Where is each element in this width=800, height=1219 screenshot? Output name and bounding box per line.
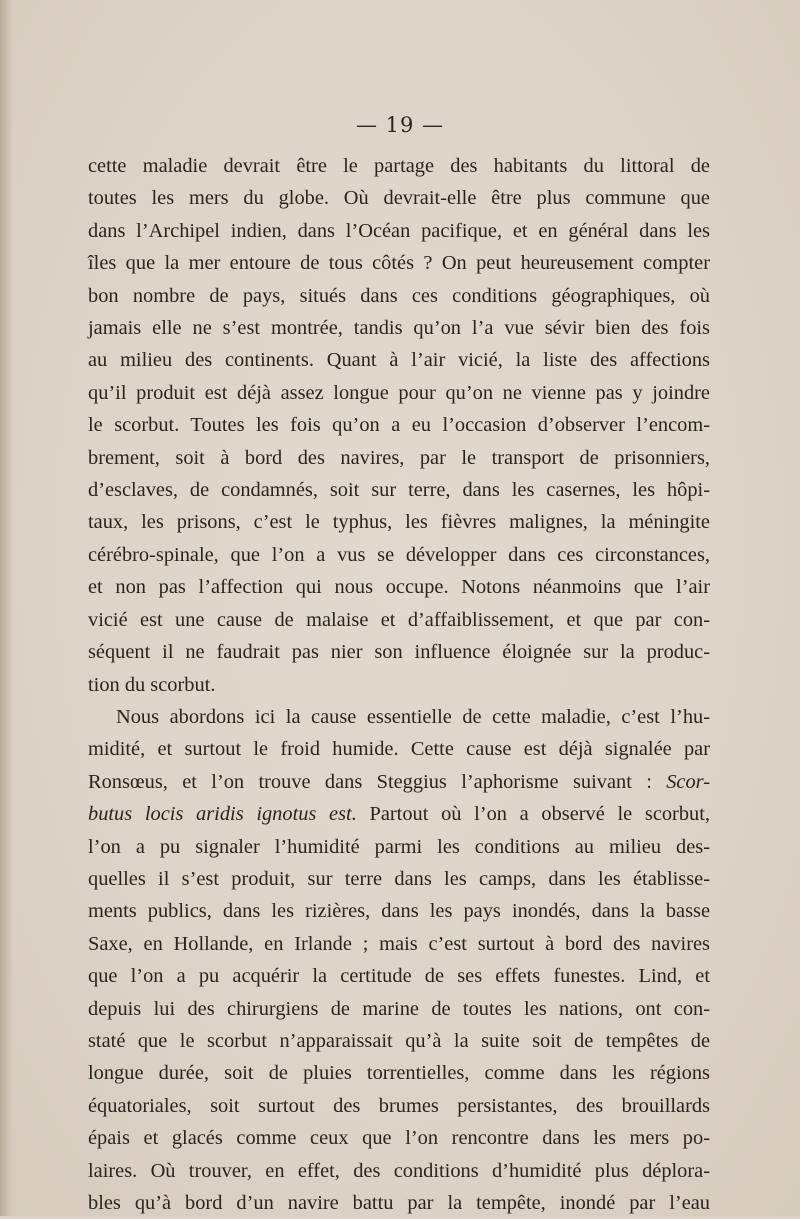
text-line: épais et glacés comme ceux que l’on rencontre dans les mers po- [88,1127,710,1150]
text-fragment: Ronsœus, et l’on trouve dans Steggius l’aphorisme suivant : [88,770,652,793]
text-line: longue durée, soit de pluies torrentielles, comme dans les régions [88,1062,710,1085]
text-line: tion du scorbut. [88,673,216,696]
text-line: vicié est une cause de malaise et d’affaiblissement, et que par con- [88,608,710,631]
text-line: cérébro-spinale, que l’on a vus se développer dans ces circonstances, [88,543,710,566]
text-line: au milieu des continents. Quant à l’air vicié, la liste des affections [88,349,710,372]
text-line: midité, et surtout le froid humide. Cette cause est déjà signalée par [88,738,710,761]
text-line: et non pas l’affection qui nous occupe. Notons néanmoins que l’air [88,576,710,599]
text-line: jamais elle ne s’est montrée, tandis qu’on l’a vue sévir bien des fois [88,317,710,340]
text-line: que l’on a pu acquérir la certitude de ses effets funestes. Lind, et [88,965,710,988]
text-line: laires. Où trouver, en effet, des conditions d’humidité plus déplora- [88,1159,710,1182]
latin-quote: Scor- [666,770,710,793]
text-line: Saxe, en Hollande, en Irlande ; mais c’est surtout à bord des navires [88,932,710,955]
text-line: bles qu’à bord d’un navire battu par la tempête, inondé par l’eau [88,1192,710,1214]
text-line: d’esclaves, de condamnés, soit sur terre, dans les casernes, les hôpi- [88,479,710,502]
text-line: taux, les prisons, c’est le typhus, les fièvres malignes, la méningite [88,511,710,534]
text-line: l’on a pu signaler l’humidité parmi les conditions au milieu des- [88,835,710,858]
text-line: bon nombre de pays, situés dans ces conditions géographiques, où [88,284,710,307]
text-fragment: Partout où l’on a observé le scorbut, [356,803,711,826]
text-line: Nous abordons ici la cause essentielle de cette maladie, c’est l’hu- [116,705,710,728]
text-line: cette maladie devrait être le partage des habitants du littoral de [88,155,710,177]
text-line: depuis lui des chirurgiens de marine de toutes les nations, ont con- [88,997,710,1020]
text-line: séquent il ne faudrait pas nier son influence éloignée sur la produc- [88,641,710,664]
text-line: dans l’Archipel indien, dans l’Océan pacifique, et en général dans les [88,219,710,242]
text-line: quelles il s’est produit, sur terre dans les camps, dans les établisse- [88,867,710,890]
text-line: îles que la mer entoure de tous côtés ? On peut heureusement compter [88,252,710,275]
body-text [88,150,710,1219]
text-line: staté que le scorbut n’apparaissait qu’à la suite soit de tempêtes de [88,1029,710,1052]
text-line [88,766,710,798]
text-line: brement, soit à bord des navires, par le transport de prisonniers, [88,446,710,469]
text-line: qu’il produit est déjà assez longue pour qu’on ne vienne pas y joindre [88,381,710,404]
text-line: équatoriales, soit surtout des brumes persistantes, des brouillards [88,1094,710,1117]
text-line: ments publics, dans les rizières, dans les pays inondés, dans la basse [88,900,710,923]
text-line: le scorbut. Toutes les fois qu’on a eu l’occasion d’observer l’encom- [88,414,710,437]
page-number: — 19 — [355,113,445,137]
text-line: toutes les mers du globe. Où devrait-elle être plus commune que [88,187,710,210]
text-line [88,798,710,830]
latin-quote: butus locis aridis ignotus est. [88,803,357,826]
page-binding-edge [0,0,14,1216]
